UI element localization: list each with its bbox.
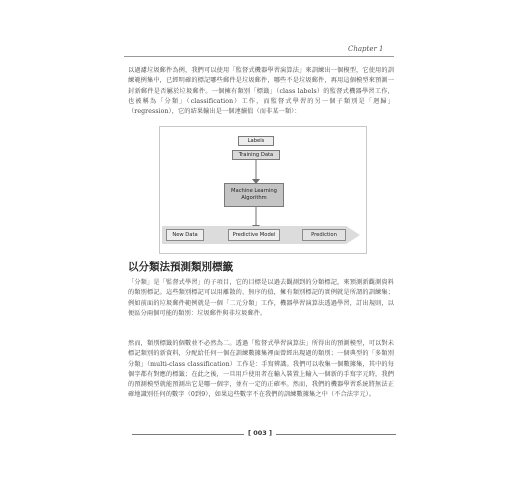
footer-rule-left: [132, 434, 244, 435]
footer-rule-right: [276, 434, 396, 435]
new-data-box: New Data: [166, 229, 204, 241]
chapter-header: Chapter 1: [348, 45, 384, 53]
predictive-model-box: Predictive Model: [228, 229, 280, 241]
prediction-box: Prediction: [302, 229, 346, 241]
section-heading: 以分類法預測類別標籤: [128, 261, 233, 273]
page-number: [ 003 ]: [247, 429, 273, 437]
labels-box: Labels: [238, 136, 274, 146]
paragraph-multiclass: 然而，類別標籤的個數並不必然為二。透過「監督式學習演算法」所得出的預測模型，可以對未標記類別的新資料，分配給任何一個在訓練數據集裡面曾經出現過的類別；一個典型的「多類別分類」（multi-class classification）工作是：手寫辨識。我們可以收集一個數據集，其中的每個字都有對應的標籤；在此之後，一旦用戶使用者在輸入裝置上輸入一個新的手寫字元時，我們的預測模型就能預測出它是哪一個字，並有一定的正確率。然而，我們的機器學習系統將無法正確地識別任何的數字（0到9），如果這些數字不在我們的訓練數據集之中（不合法字元）。: [128, 340, 394, 399]
paragraph-classification: 「分類」是「監督式學習」的子項目，它的目標是以過去觀測到的分類標記，來預測新觀測資料的類別標記。這些類別標記可以用離散的、無序的值，擁有類別標記的實例就是所謂的訓練集；例如前面的垃圾郵件範例就是一個「二元分類」工作，機器學習演算法透過學習，訂出規則，以便區分兩個可能的類別：垃圾郵件與非垃圾郵件。: [128, 279, 394, 317]
ml-algorithm-box: Machine Learning Algorithm: [224, 183, 284, 207]
paragraph-intro: 以過濾垃圾郵件為例，我們可以使用「監督式機器學習演算法」來訓練出一個模型，它使用的訓練範例集中，已經明確的標記哪些郵件是垃圾郵件，哪些不是垃圾郵件，再用這個模型來預測一封新郵件是否屬於垃圾郵件。一個擁有類別「標籤」（class labels）的監督式機器學習工作，也被稱為「分類」（classification）工作，而監督式學習的另一個子類別是「迴歸」（regression），它的結果輸出是一個連續值（而非某一類）：: [128, 67, 394, 116]
header-rule: [124, 56, 394, 57]
training-data-box: Training Data: [232, 150, 280, 160]
